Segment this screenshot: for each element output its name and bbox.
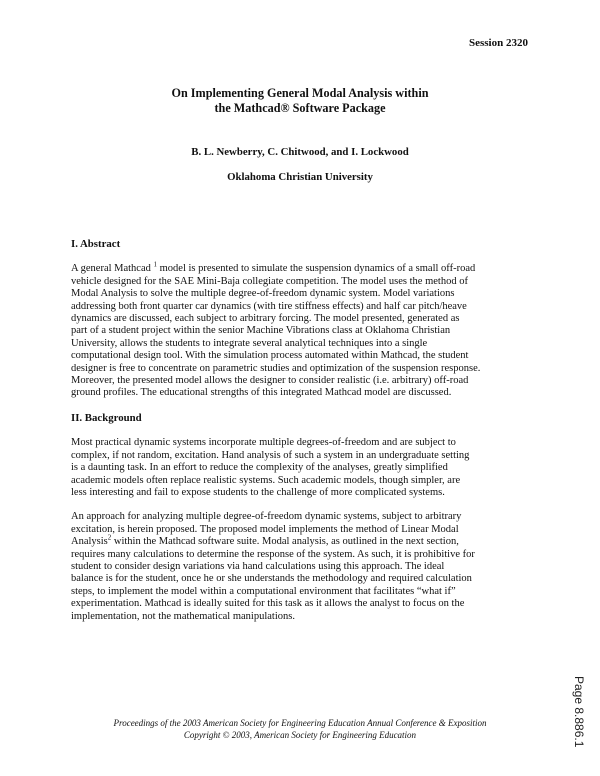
abstract-text: Moreover, the presented model allows the designer to consider realistic (i.e. arbitrary) off-road: [71, 375, 469, 387]
background-p2-text: balance is for the student, once he or she understands the methodology and required calculation: [71, 573, 472, 585]
background-paragraph-1: [71, 437, 533, 499]
background-p2-line: [71, 533, 533, 548]
footer-line-1: Proceedings of the 2003 American Society for Engineering Education Annual Conference & Exposition: [113, 718, 487, 728]
background-p2-text: An approach for analyzing multiple degree-of-freedom dynamic systems, subject to arbitrary: [71, 511, 462, 523]
abstract-text: computational design tool. With the simulation process automated within Mathcad, the student: [71, 350, 469, 362]
title-line-1: On Implementing General Modal Analysis within: [171, 86, 429, 100]
affiliation: Oklahoma Christian University: [227, 171, 373, 183]
background-p1-line: academic models often replace realistic systems. Such academic models, though simpler, are: [71, 474, 461, 486]
background-p2-line: [71, 586, 533, 598]
section-heading-abstract: I. Abstract: [71, 238, 121, 250]
proceedings-footer: [0, 717, 600, 741]
title-line-2: the Mathcad® Software Package: [214, 101, 386, 115]
abstract-line: [71, 338, 533, 350]
background-p2-text: requires many calculations to determine the response of the system. As such, it is prohibitive for: [71, 548, 475, 560]
abstract-text: vehicle designed for the SAE Mini-Baja collegiate competition. The model uses the method of: [71, 275, 468, 287]
page-number-vertical: Page 8.886.1: [572, 676, 586, 748]
background-p2-text: implementation, not the mathematical manipulations.: [71, 610, 295, 622]
footer-line-2: Copyright © 2003, American Society for Engineering Education: [183, 730, 417, 740]
abstract-text: Modal Analysis to solve the multiple degree-of-freedom dynamic system. Model variations: [71, 288, 455, 300]
background-p2-text: within the Mathcad software suite. Modal analysis, as outlined in the next section,: [111, 536, 459, 548]
background-p2-line: [71, 549, 533, 561]
background-p2-line: [71, 524, 533, 536]
abstract-text: designer is free to concentrate on parametric studies and optimization of the suspension response.: [71, 362, 481, 374]
abstract-line: [71, 387, 533, 399]
background-p1-line: complex, if not random, excitation. Hand analysis of such a system in an undergraduate setting: [71, 449, 470, 461]
abstract-line: [71, 325, 533, 337]
abstract-line: [71, 288, 533, 300]
background-paragraph-2: [71, 511, 533, 623]
abstract-text: A general Mathcad: [71, 263, 154, 275]
background-p2-text: excitation, is herein proposed. The proposed model implements the method of Linear Modal: [71, 523, 459, 535]
background-p2-text: steps, to implement the model within a computational environment that facilitates “what if”: [71, 585, 456, 597]
abstract-text: University, allows the students to integrate several analytical techniques into a single: [71, 337, 428, 349]
session-label: Session 2320: [469, 37, 528, 49]
footnote-marker: 2: [107, 533, 112, 542]
abstract-paragraph: [71, 260, 533, 399]
background-p2-line: [71, 511, 533, 523]
section-heading-background: II. Background: [71, 411, 142, 424]
abstract-text: part of a student project within the senior Machine Vibrations class at Oklahoma Christian: [71, 325, 451, 337]
abstract-line: [71, 363, 533, 375]
abstract-line: [71, 313, 533, 325]
background-p2-line: [71, 611, 533, 623]
background-p2-line: [71, 561, 533, 573]
background-p2-text: student to consider design variations via hand calculations using this approach. The ideal: [71, 560, 445, 572]
footnote-marker: 1: [153, 260, 158, 269]
background-p2-line: [71, 598, 533, 610]
background-p1-line: is a daunting task. In an effort to reduce the complexity of the analyses, greatly simplified: [71, 462, 448, 474]
abstract-line: [71, 301, 533, 313]
abstract-line: [71, 276, 533, 288]
background-p2-text: experimentation. Mathcad is ideally suited for this task as it allows the analyst to focus on the: [71, 598, 465, 610]
author-list: B. L. Newberry, C. Chitwood, and I. Lockwood: [191, 146, 409, 158]
abstract-text: dynamics are discussed, each subject to arbitrary forcing. The model presented, generated as: [71, 313, 460, 325]
abstract-line: [71, 375, 533, 387]
background-p2-text: Analysis: [71, 536, 108, 548]
abstract-text: ground profiles. The educational strengths of this integrated Mathcad model are discussed.: [71, 387, 452, 399]
abstract-line: [71, 260, 533, 275]
background-p1-line: Most practical dynamic systems incorporate multiple degrees-of-freedom and are subject to: [71, 437, 456, 449]
abstract-text: addressing both front quarter car dynamics (with tire stiffness effects) and half car pitch/heave: [71, 300, 467, 312]
background-p2-line: [71, 573, 533, 585]
abstract-text: model is presented to simulate the suspension dynamics of a small off-road: [157, 263, 476, 275]
body-text: [71, 238, 533, 623]
background-p1-line: less interesting and fail to expose students to the challenge of more complicated systems.: [71, 486, 445, 498]
abstract-line: [71, 350, 533, 362]
paper-title: [0, 86, 600, 116]
